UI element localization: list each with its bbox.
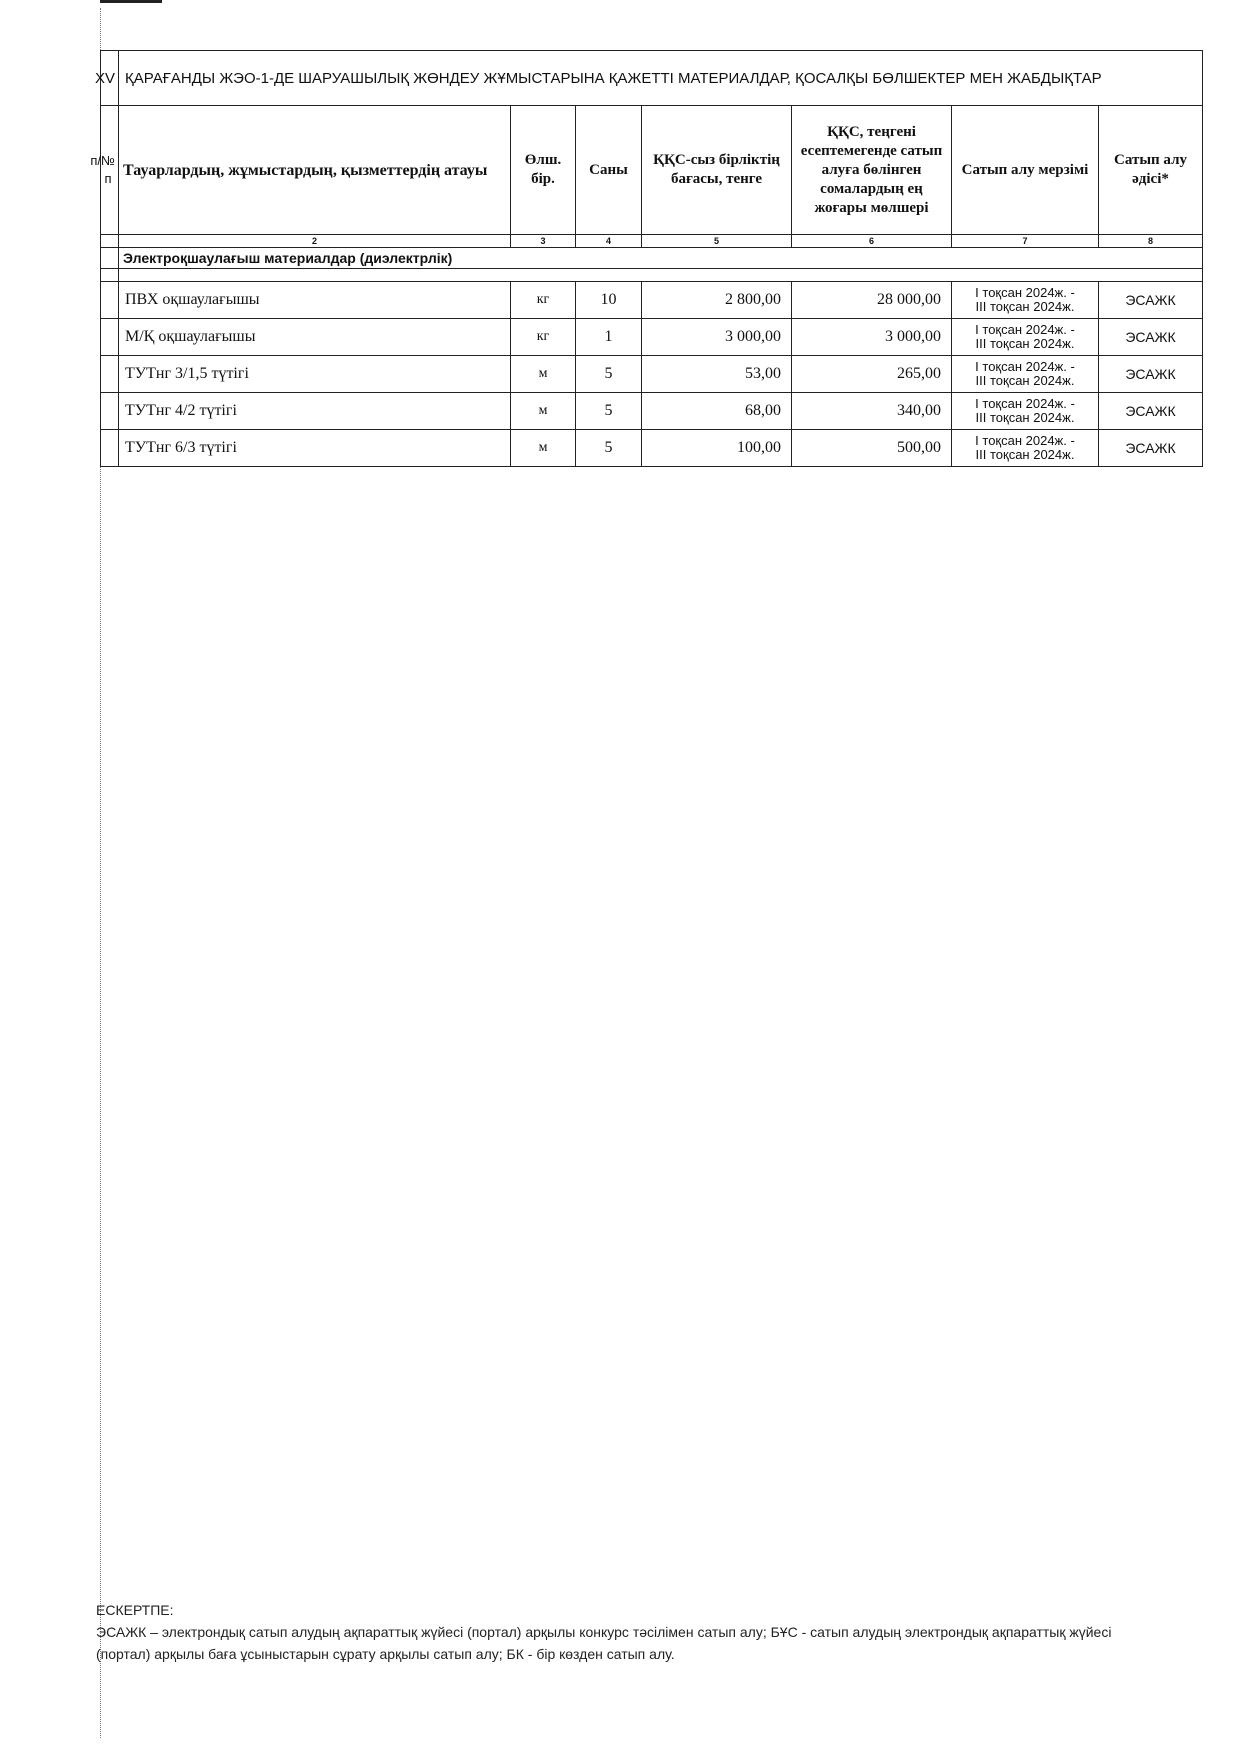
table-row xyxy=(101,393,1203,430)
item-qty: 10 xyxy=(576,282,642,319)
header-row xyxy=(101,106,1203,235)
section-num xyxy=(101,248,119,269)
section-row xyxy=(101,248,1203,269)
footnote-line: ЭСАЖК – электрондық сатып алудың ақпараттық жүйесі (портал) арқылы конкурс тәсілімен сатып алу; БҰС - сатып алудың электрондық ақпараттық жүйесі xyxy=(96,1624,1112,1640)
period-end: III тоқсан 2024ж. xyxy=(975,299,1075,314)
header-price: ҚҚС-сыз бірліктің бағасы, тенге xyxy=(642,106,792,235)
item-qty: 5 xyxy=(576,393,642,430)
row-num xyxy=(101,430,119,467)
item-qty: 5 xyxy=(576,430,642,467)
item-price: 2 800,00 xyxy=(642,282,792,319)
table-title-row xyxy=(101,51,1203,106)
column-number: 4 xyxy=(576,235,642,248)
item-unit: м xyxy=(511,430,576,467)
item-method: ЭСАЖК xyxy=(1099,319,1203,356)
footnote xyxy=(96,1600,1186,1666)
procurement-table xyxy=(90,50,1203,467)
period-start: I тоқсан 2024ж. - xyxy=(975,433,1075,448)
header-method: Сатып алу әдісі* xyxy=(1099,106,1203,235)
spacer-row xyxy=(101,269,1203,282)
item-name: ТУТнг 3/1,5 түтігі xyxy=(119,356,511,393)
item-qty: 5 xyxy=(576,356,642,393)
column-number-blank xyxy=(101,235,119,248)
spacer-cell xyxy=(101,269,119,282)
item-period xyxy=(952,356,1099,393)
item-unit: кг xyxy=(511,282,576,319)
period-end: III тоқсан 2024ж. xyxy=(975,336,1075,351)
period-end: III тоқсан 2024ж. xyxy=(975,410,1075,425)
header-name: Тауарлардың, жұмыстардың, қызметтердің атауы xyxy=(119,106,511,235)
period-start: I тоқсан 2024ж. - xyxy=(975,322,1075,337)
item-total: 340,00 xyxy=(792,393,952,430)
header-num: №п/п xyxy=(101,106,119,235)
row-num xyxy=(101,282,119,319)
item-period xyxy=(952,393,1099,430)
column-number: 6 xyxy=(792,235,952,248)
row-num xyxy=(101,319,119,356)
spacer-cell xyxy=(119,269,1203,282)
document-title: ҚАРАҒАНДЫ ЖЭО-1-ДЕ ШАРУАШЫЛЫҚ ЖӨНДЕУ ЖҰМЫСТАРЫНА ҚАЖЕТТІ МАТЕРИАЛДАР, ҚОСАЛҚЫ БӨЛШЕКТЕР МЕН ЖАБДЫҚТАР xyxy=(119,51,1203,106)
title-cut-text: XV xyxy=(94,69,115,87)
title-cut-cell xyxy=(94,51,119,106)
column-number: 8 xyxy=(1099,235,1203,248)
item-name: ТУТнг 6/3 түтігі xyxy=(119,430,511,467)
column-number: 2 xyxy=(119,235,511,248)
column-number: 5 xyxy=(642,235,792,248)
item-method: ЭСАЖК xyxy=(1099,393,1203,430)
column-number: 3 xyxy=(511,235,576,248)
footnote-heading: ЕСКЕРТПЕ: xyxy=(96,1602,174,1618)
item-method: ЭСАЖК xyxy=(1099,282,1203,319)
column-number-row xyxy=(101,235,1203,248)
period-end: III тоқсан 2024ж. xyxy=(975,447,1075,462)
item-period xyxy=(952,282,1099,319)
table-row xyxy=(101,356,1203,393)
row-num xyxy=(101,356,119,393)
item-period xyxy=(952,319,1099,356)
period-start: I тоқсан 2024ж. - xyxy=(975,396,1075,411)
period-start: I тоқсан 2024ж. - xyxy=(975,359,1075,374)
table-row xyxy=(101,319,1203,356)
item-total: 265,00 xyxy=(792,356,952,393)
section-label: Электроқшаулағыш материалдар (диэлектрлік) xyxy=(119,248,1203,269)
item-total: 500,00 xyxy=(792,430,952,467)
table-row xyxy=(101,282,1203,319)
item-unit: м xyxy=(511,356,576,393)
period-start: I тоқсан 2024ж. - xyxy=(975,285,1075,300)
item-name: ПВХ оқшаулағышы xyxy=(119,282,511,319)
item-price: 53,00 xyxy=(642,356,792,393)
item-total: 28 000,00 xyxy=(792,282,952,319)
item-method: ЭСАЖК xyxy=(1099,430,1203,467)
table-row xyxy=(101,430,1203,467)
header-max-sum: ҚҚС, теңгені есептемегенде сатып алуға бөлінген сомалардың ең жоғары мөлшері xyxy=(792,106,952,235)
item-price: 3 000,00 xyxy=(642,319,792,356)
header-qty: Саны xyxy=(576,106,642,235)
row-num xyxy=(101,393,119,430)
crop-mark xyxy=(100,0,162,11)
item-price: 68,00 xyxy=(642,393,792,430)
item-method: ЭСАЖК xyxy=(1099,356,1203,393)
column-number: 7 xyxy=(952,235,1099,248)
footnote-line: (портал) арқылы баға ұсыныстарын сұрату арқылы сатып алу; БК - бір көзден сатып алу. xyxy=(96,1646,675,1662)
item-name: М/Қ оқшаулағышы xyxy=(119,319,511,356)
item-total: 3 000,00 xyxy=(792,319,952,356)
period-end: III тоқсан 2024ж. xyxy=(975,373,1075,388)
item-price: 100,00 xyxy=(642,430,792,467)
item-unit: м xyxy=(511,393,576,430)
item-name: ТУТнг 4/2 түтігі xyxy=(119,393,511,430)
header-unit: Өлш. бір. xyxy=(511,106,576,235)
item-unit: кг xyxy=(511,319,576,356)
item-period xyxy=(952,430,1099,467)
header-period: Сатып алу мерзімі xyxy=(952,106,1099,235)
item-qty: 1 xyxy=(576,319,642,356)
